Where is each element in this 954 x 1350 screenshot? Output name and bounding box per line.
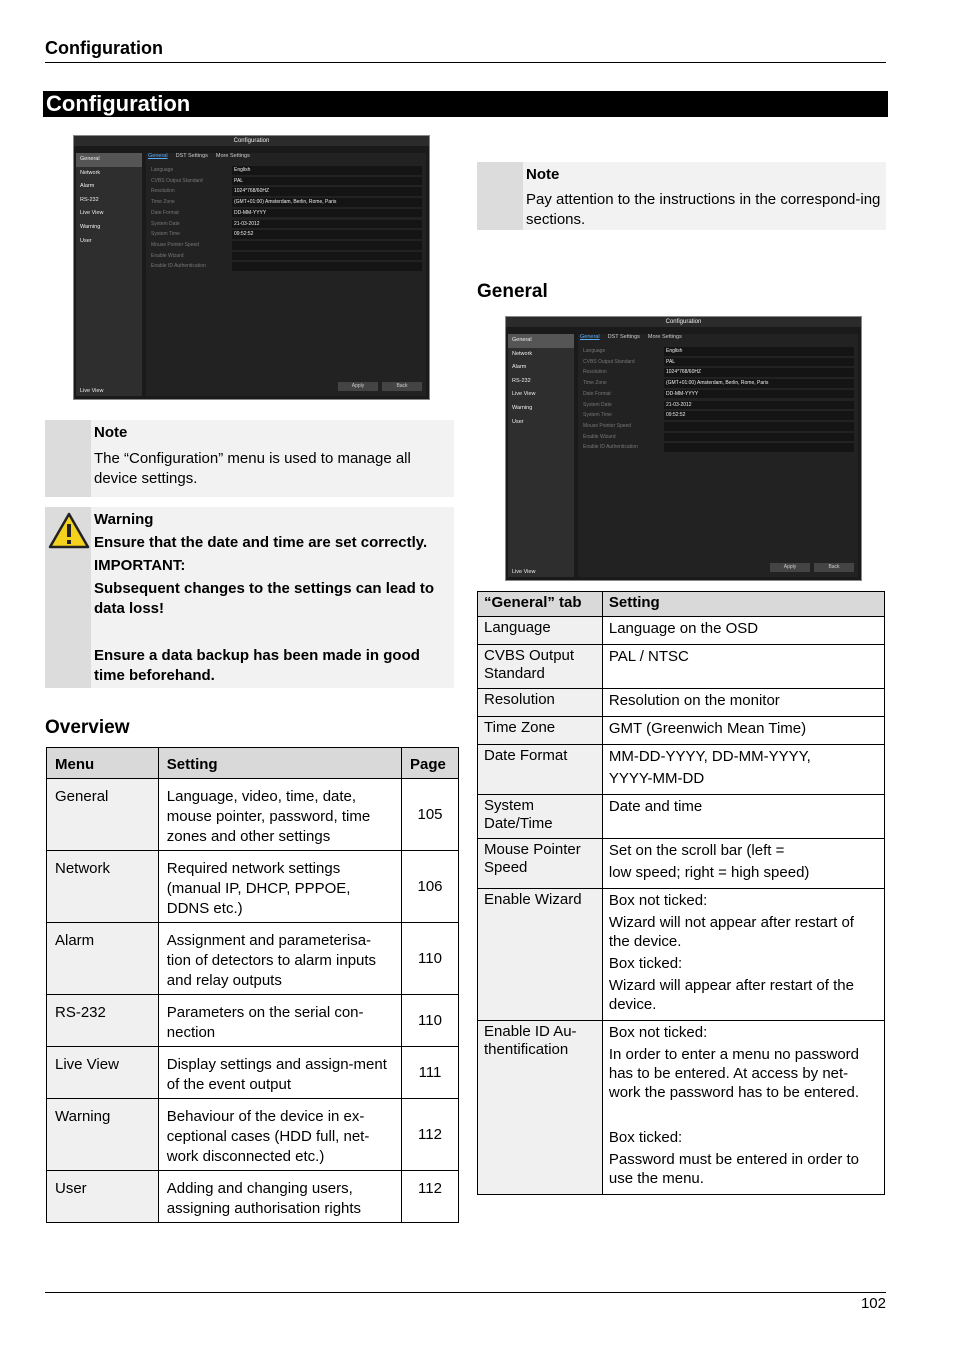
settings-label: Time Zone: [151, 199, 175, 206]
table-row: [478, 839, 885, 889]
settings-value[interactable]: DD-MM-YYYY: [664, 390, 854, 399]
settings-row[interactable]: [580, 421, 854, 432]
menu-cell: Alarm: [47, 923, 159, 995]
settings-label: Resolution: [151, 188, 175, 195]
warning-line: Subsequent changes to the settings can lead to data loss!: [94, 580, 435, 617]
settings-value[interactable]: PAL: [232, 177, 422, 186]
page-cell: 105: [402, 779, 459, 851]
menu-item[interactable]: General: [76, 153, 142, 167]
settings-row[interactable]: [148, 186, 422, 197]
settings-tab[interactable]: DST Settings: [175, 153, 208, 159]
setting-cell: Required network settings (manual IP, DHCP, PPPOE, DDNS etc.): [158, 851, 401, 923]
setting-line: Set on the scroll bar (left =: [608, 842, 785, 859]
col-header-page: Page: [402, 748, 459, 779]
menu-item[interactable]: Network: [80, 169, 101, 176]
settings-label: System Time: [151, 231, 180, 238]
settings-label: Resolution: [583, 369, 607, 376]
settings-label: Language: [583, 348, 606, 354]
setting-line: Box ticked:: [608, 1129, 683, 1146]
page-number: 102: [860, 1295, 886, 1312]
tab-cell: Mouse Pointer Speed: [478, 839, 603, 889]
apply-button[interactable]: Apply: [338, 382, 378, 391]
settings-value[interactable]: 21-03-2012: [664, 401, 854, 410]
menu-cell: Live View: [47, 1047, 159, 1099]
setting-cell: [602, 745, 884, 795]
col-header-setting: Setting: [602, 592, 884, 617]
settings-label: CVBS Output Standard: [151, 177, 203, 184]
table-row: [478, 889, 885, 1021]
setting-cell: [602, 795, 884, 839]
setting-cell: [602, 689, 884, 717]
setting-cell: Assignment and parameterisa-tion of detectors to alarm inputs and relay outputs: [158, 923, 401, 995]
table-row: [47, 923, 459, 995]
section-title: Configuration: [46, 91, 191, 116]
settings-label: Mouse Pointer Speed: [151, 241, 200, 248]
page-cell: 110: [402, 995, 459, 1047]
configuration-screenshot: [73, 135, 430, 400]
back-button[interactable]: Back: [382, 382, 422, 391]
col-header-setting: Setting: [158, 748, 401, 779]
setting-line: Wizard will appear after restart of the device.: [608, 977, 854, 1013]
page-cell: 106: [402, 851, 459, 923]
window-title: Configuration: [506, 317, 861, 327]
table-row: [47, 851, 459, 923]
warning-important: IMPORTANT:: [94, 557, 186, 574]
page-cell: 110: [402, 923, 459, 995]
tab-cell: Time Zone: [478, 717, 603, 745]
header-rule: [45, 62, 886, 63]
menu-item[interactable]: Network: [512, 350, 533, 357]
settings-row[interactable]: [580, 389, 854, 400]
settings-value[interactable]: [232, 262, 422, 271]
settings-row[interactable]: [148, 165, 422, 176]
menu-item[interactable]: User: [512, 418, 524, 425]
settings-menu: [508, 334, 574, 577]
setting-line: GMT (Greenwich Mean Time): [608, 720, 807, 737]
warning-title: Warning: [94, 511, 154, 528]
table-row: [478, 1021, 885, 1195]
settings-label: Date Format: [151, 209, 179, 216]
menu-item[interactable]: Live View: [80, 210, 104, 217]
settings-label: System Date: [151, 220, 180, 227]
settings-label: System Time: [583, 412, 612, 419]
settings-value[interactable]: [232, 241, 422, 250]
running-header: Configuration: [45, 38, 163, 58]
table-row: [47, 779, 459, 851]
settings-tab[interactable]: General: [580, 334, 600, 340]
settings-row[interactable]: [580, 400, 854, 411]
setting-cell: Language, video, time, date, mouse pointer, password, time zones and other settings: [158, 779, 401, 851]
page-cell: 112: [402, 1171, 459, 1223]
window-title: Configuration: [74, 136, 429, 146]
setting-cell: [602, 617, 884, 645]
settings-row[interactable]: [148, 219, 422, 230]
setting-line: In order to enter a menu no password has to be entered. At access by net-work the password has to be entered.: [608, 1046, 860, 1101]
settings-value[interactable]: PAL: [664, 358, 854, 367]
settings-row[interactable]: [580, 357, 854, 368]
table-row: [47, 995, 459, 1047]
table-row: [47, 1099, 459, 1171]
settings-row[interactable]: [148, 176, 422, 187]
settings-tab[interactable]: General: [148, 153, 168, 159]
setting-line: Date and time: [608, 798, 703, 815]
settings-pane: [146, 153, 426, 396]
menu-item[interactable]: RS-232: [80, 196, 99, 203]
setting-line: YYYY-MM-DD: [608, 770, 705, 787]
settings-tab[interactable]: More Settings: [647, 334, 682, 340]
general-table: [477, 591, 885, 1195]
section-title-bar: [43, 91, 888, 117]
note-box: [477, 162, 886, 230]
menu-item[interactable]: General: [508, 334, 574, 348]
overview-heading: Overview: [45, 717, 130, 738]
menu-item[interactable]: Warning: [80, 223, 101, 230]
setting-line: Language on the OSD: [608, 620, 759, 637]
table-row: [478, 617, 885, 645]
table-row: [478, 645, 885, 689]
settings-row[interactable]: [580, 442, 854, 453]
settings-value[interactable]: (GMT+01:00) Amsterdam, Berlin, Rome, Paris: [664, 379, 854, 388]
settings-label: Time Zone: [583, 380, 607, 387]
settings-label: Enable Wizard: [583, 433, 616, 440]
setting-cell: [602, 839, 884, 889]
warning-line: Ensure that the date and time are set correctly.: [94, 534, 428, 551]
menu-item[interactable]: User: [80, 237, 92, 244]
page-cell: 111: [402, 1047, 459, 1099]
settings-label: CVBS Output Standard: [583, 358, 635, 365]
table-row: [478, 717, 885, 745]
settings-value[interactable]: 1024*768/60HZ: [232, 187, 422, 196]
settings-value[interactable]: (GMT+01:00) Amsterdam, Berlin, Rome, Paris: [232, 198, 422, 207]
table-row: [478, 689, 885, 717]
tab-cell: Enable ID Au-thentification: [478, 1021, 603, 1195]
settings-label: Mouse Pointer Speed: [583, 422, 632, 429]
menu-cell: General: [47, 779, 159, 851]
settings-row[interactable]: [580, 432, 854, 443]
settings-label: Enable ID Authentication: [583, 444, 638, 451]
settings-row[interactable]: [580, 367, 854, 378]
tab-cell: Enable Wizard: [478, 889, 603, 1021]
note-text: Pay attention to the instructions in the correspond-ing sections.: [526, 191, 881, 228]
warning-line: Ensure a data backup has been made in good time beforehand.: [94, 647, 420, 684]
setting-line: Box not ticked:: [608, 892, 708, 909]
menu-item[interactable]: Alarm: [80, 183, 95, 190]
menu-item-live-view[interactable]: Live View: [512, 569, 536, 575]
setting-line: [609, 1105, 878, 1125]
settings-value[interactable]: DD-MM-YYYY: [232, 209, 422, 218]
tab-cell: System Date/Time: [478, 795, 603, 839]
setting-cell: Adding and changing users, assigning authorisation rights: [158, 1171, 401, 1223]
settings-row[interactable]: [580, 346, 854, 357]
note-title: Note: [94, 424, 128, 441]
setting-cell: [602, 1021, 884, 1195]
menu-cell: Network: [47, 851, 159, 923]
general-screenshot: [505, 316, 862, 581]
settings-label: Enable ID Authentication: [151, 263, 206, 270]
menu-cell: RS-232: [47, 995, 159, 1047]
settings-value[interactable]: English: [232, 166, 422, 175]
settings-label: Language: [151, 167, 174, 173]
back-button[interactable]: Back: [814, 563, 854, 572]
general-heading: General: [477, 281, 548, 302]
settings-pane: [578, 334, 858, 577]
settings-tab[interactable]: More Settings: [215, 153, 250, 159]
apply-button[interactable]: Apply: [770, 563, 810, 572]
setting-line: Resolution on the monitor: [608, 692, 780, 709]
settings-tab[interactable]: DST Settings: [607, 334, 640, 340]
tab-cell: Language: [478, 617, 603, 645]
setting-line: Box ticked:: [608, 955, 683, 972]
settings-label: System Date: [583, 401, 612, 408]
settings-row[interactable]: [148, 229, 422, 240]
note-marker: [45, 420, 91, 497]
settings-value[interactable]: [232, 252, 422, 261]
table-row: [47, 1047, 459, 1099]
settings-value[interactable]: [664, 433, 854, 442]
settings-value[interactable]: 09:52:52: [664, 411, 854, 420]
settings-label: Enable Wizard: [151, 252, 184, 259]
setting-cell: [602, 889, 884, 1021]
settings-row[interactable]: [148, 208, 422, 219]
warning-box: [45, 507, 454, 688]
settings-value[interactable]: 09:52:52: [232, 230, 422, 239]
menu-cell: Warning: [47, 1099, 159, 1171]
menu-item-live-view[interactable]: Live View: [80, 388, 104, 394]
table-row: [47, 1171, 459, 1223]
settings-value[interactable]: 21-03-2012: [232, 220, 422, 229]
settings-row[interactable]: [148, 251, 422, 262]
col-header-tab: “General” tab: [478, 592, 603, 617]
menu-cell: User: [47, 1171, 159, 1223]
note-title: Note: [526, 166, 560, 183]
settings-row[interactable]: [148, 240, 422, 251]
settings-row[interactable]: [580, 378, 854, 389]
setting-line: Wizard will not appear after restart of the device.: [608, 914, 854, 950]
setting-line: PAL / NTSC: [608, 648, 689, 665]
menu-item[interactable]: Warning: [512, 404, 533, 411]
settings-label: Date Format: [583, 390, 611, 397]
note-box: [45, 420, 454, 497]
col-header-menu: Menu: [47, 748, 159, 779]
settings-row[interactable]: [148, 261, 422, 272]
setting-line: low speed; right = high speed): [608, 864, 810, 881]
settings-value[interactable]: [664, 443, 854, 452]
table-row: [478, 745, 885, 795]
settings-row[interactable]: [148, 197, 422, 208]
settings-row[interactable]: [580, 410, 854, 421]
note-marker: [477, 162, 523, 230]
menu-item[interactable]: Alarm: [512, 364, 527, 371]
footer-rule: [45, 1292, 886, 1293]
setting-cell: Parameters on the serial con-nection: [158, 995, 401, 1047]
setting-cell: Display settings and assign-ment of the event output: [158, 1047, 401, 1099]
settings-value[interactable]: 1024*768/60HZ: [664, 368, 854, 377]
tab-cell: Resolution: [478, 689, 603, 717]
setting-line: Box not ticked:: [608, 1024, 708, 1041]
setting-cell: [602, 645, 884, 689]
menu-item[interactable]: RS-232: [512, 377, 531, 384]
setting-line: Password must be entered in order to use the menu.: [608, 1151, 859, 1187]
setting-cell: [602, 717, 884, 745]
page-cell: 112: [402, 1099, 459, 1171]
setting-cell: Behaviour of the device in ex-ceptional cases (HDD full, net-work disconnected etc.): [158, 1099, 401, 1171]
menu-item[interactable]: Live View: [512, 391, 536, 398]
table-row: [478, 795, 885, 839]
warning-icon: [48, 512, 90, 550]
setting-line: MM-DD-YYYY, DD-MM-YYYY,: [608, 748, 811, 765]
tab-cell: Date Format: [478, 745, 603, 795]
note-text: The “Configuration” menu is used to manage all device settings.: [94, 450, 411, 487]
settings-menu: [76, 153, 142, 396]
settings-value[interactable]: [664, 422, 854, 431]
overview-table: [46, 747, 459, 1223]
settings-value[interactable]: English: [664, 347, 854, 356]
tab-cell: CVBS Output Standard: [478, 645, 603, 689]
